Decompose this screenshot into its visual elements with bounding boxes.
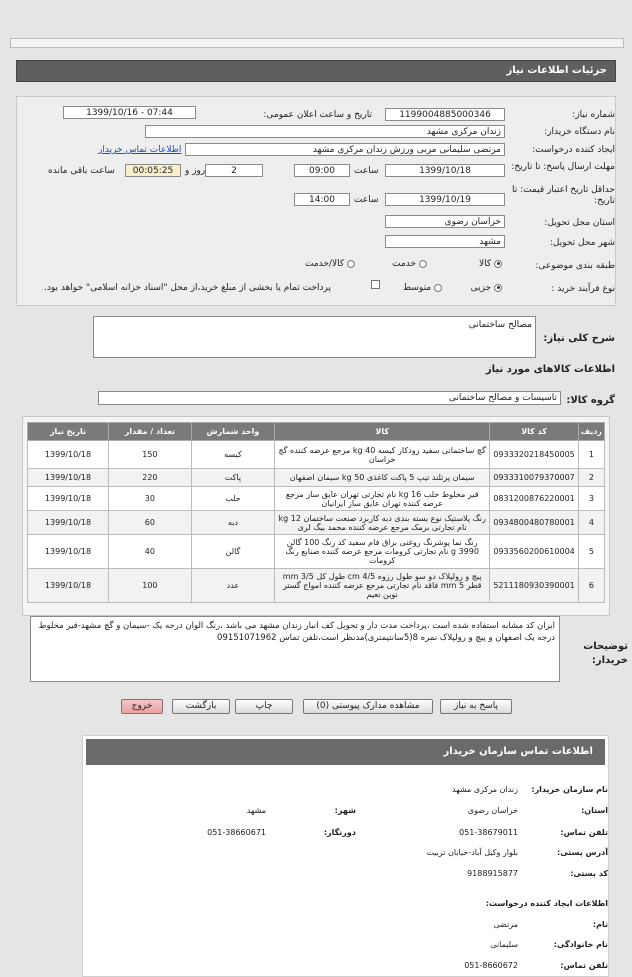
validity-label: حداقل تاریخ اعتبار قیمت: تا تاریخ:	[512, 185, 615, 206]
back-button[interactable]: بازگشت	[172, 699, 230, 714]
radio-service[interactable]: خدمت	[392, 259, 427, 269]
table-row[interactable]	[28, 469, 605, 487]
buyer-org-label: نام دستگاه خریدار:	[544, 127, 615, 137]
col-header-code[interactable]: کد کالا	[490, 423, 578, 441]
creator-field[interactable]: مرتضی سلیمانی مربی ورزش زندان مرکزی مشهد	[185, 143, 505, 156]
process-radio-group	[382, 283, 502, 295]
announce-field[interactable]: 1399/10/16 - 07:44	[63, 106, 196, 119]
reply-button[interactable]: پاسخ به نیاز	[440, 699, 512, 714]
col-header-row-number[interactable]: ردیف	[578, 423, 604, 441]
page-header	[16, 60, 616, 82]
cell-item: رنگ پلاستیک نوع بسته بندی دبه کاربرد صنعت ساختمان 12 kg نام تجارتی برمک مرجع عرضه کننده محمد بیگ لری	[275, 511, 490, 535]
validity-time-label: ساعت	[354, 195, 379, 205]
category-radio-group	[302, 259, 502, 271]
cell-qty: 40	[108, 535, 191, 569]
cell-date: 1399/10/18	[28, 441, 109, 469]
cell-row-number: 4	[578, 511, 604, 535]
treasury-payment-note: پرداخت تمام یا بخشی از مبلغ خرید،از محل "اسناد خزانه اسلامی" خواهد بود.	[44, 283, 332, 293]
cell-date: 1399/10/18	[28, 469, 109, 487]
cell-unit: دبه	[191, 511, 274, 535]
cell-date: 1399/10/18	[28, 535, 109, 569]
buyer-contact-link[interactable]: اطلاعات تماس خریدار	[98, 145, 182, 155]
page-title: جزئیات اطلاعات نیاز	[506, 65, 607, 76]
province-label: استان محل تحویل:	[544, 218, 615, 228]
validity-date-field[interactable]: 1399/10/19	[385, 193, 505, 206]
contact-card-title: اطلاعات تماس سازمان خریدار	[443, 746, 593, 757]
cell-qty: 150	[108, 441, 191, 469]
remaining-label: ساعت باقی مانده	[48, 166, 115, 176]
table-row[interactable]	[28, 535, 605, 569]
cell-item: رنگ نما پوشرنگ روغنی براق فام سفید کد رنگ 100 گالن 3990 g نام تجارتی کرومات مرجع عرضه کننده صنایع رنگ کرومات	[275, 535, 490, 569]
col-header-qty[interactable]: تعداد / مقدار	[108, 423, 191, 441]
top-strip	[10, 38, 624, 48]
table-header-row	[28, 423, 605, 441]
radio-goods-service[interactable]: کالا/خدمت	[305, 259, 355, 269]
remaining-field: 00:05:25	[125, 164, 181, 177]
items-table	[27, 422, 605, 603]
cell-row-number: 5	[578, 535, 604, 569]
announce-label: تاریخ و ساعت اعلان عمومی:	[263, 110, 372, 120]
contact-card-header	[86, 739, 605, 765]
radio-medium[interactable]: متوسط	[403, 283, 442, 293]
deadline-date-field[interactable]: 1399/10/18	[385, 164, 505, 177]
table-row[interactable]	[28, 487, 605, 511]
buyer-notes-label: توضیحات خریدار:	[583, 641, 628, 666]
cell-row-number: 6	[578, 569, 604, 603]
deadline-time-field[interactable]: 09:00	[294, 164, 350, 177]
process-label: نوع فرآیند خرید :	[551, 284, 615, 294]
validity-time-field[interactable]: 14:00	[294, 193, 350, 206]
cell-date: 1399/10/18	[28, 569, 109, 603]
creator-label: ایجاد کننده درخواست:	[532, 145, 615, 155]
table-row[interactable]	[28, 441, 605, 469]
group-label: گروه کالا:	[566, 395, 615, 406]
cell-unit: کیسه	[191, 441, 274, 469]
cell-code: 0934800480780001	[490, 511, 578, 535]
cell-row-number: 1	[578, 441, 604, 469]
items-table-wrap	[22, 416, 610, 616]
table-row[interactable]	[28, 569, 605, 603]
deadline-time-label: ساعت	[354, 166, 379, 176]
need-number-field[interactable]: 1199004885000346	[385, 108, 505, 121]
col-header-item[interactable]: کالا	[275, 423, 490, 441]
city-label: شهر محل تحویل:	[549, 238, 615, 248]
col-header-unit[interactable]: واحد شمارش	[191, 423, 274, 441]
city-field[interactable]: مشهد	[385, 235, 505, 248]
deadline-label: مهلت ارسال پاسخ: تا تاریخ:	[511, 162, 615, 172]
cell-code: 0933560200610004	[490, 535, 578, 569]
days-label: روز و	[185, 166, 206, 176]
cell-code: 0831200876220001	[490, 487, 578, 511]
treasury-payment-checkbox[interactable]	[371, 280, 380, 289]
col-header-date[interactable]: تاریخ نیاز	[28, 423, 109, 441]
group-field[interactable]: تاسیسات و مصالح ساختمانی	[98, 391, 561, 405]
cell-item: سیمان پرتلند تیپ 5 پاکت کاغذی 50 kg سیمان اصفهان	[275, 469, 490, 487]
cell-item: گچ ساختمانی سفید زودکار کیسه 40 kg مرجع عرضه کننده گچ خراسان	[275, 441, 490, 469]
radio-minor[interactable]: جزیی	[471, 283, 502, 293]
summary-label: شرح کلی نیاز:	[543, 333, 615, 344]
buyer-notes-textarea[interactable]: ایران کد مشابه استفاده شده است ،پرداخت مدت دار و تحویل کف انبار زندان مشهد می باشد ،رنگ الوان درجه یک -سیمان و گچ مشهد-قیر مخلوط درجه یک اصفهان و پیچ و رولپلاک نمره 8(5سانتیمتری)مدنظر است،تلفن تماس 09151071962	[30, 616, 560, 682]
summary-textarea[interactable]: مصالح ساختمانی	[93, 316, 536, 358]
cell-code: 5211180930390001	[490, 569, 578, 603]
days-field[interactable]: 2	[205, 164, 263, 177]
cell-row-number: 2	[578, 469, 604, 487]
exit-button[interactable]: خروج	[121, 699, 163, 714]
attachments-button[interactable]: مشاهده مدارک پیوستی (0)	[303, 699, 433, 714]
buyer-org-field[interactable]: زندان مرکزی مشهد	[145, 125, 505, 138]
cell-qty: 30	[108, 487, 191, 511]
cell-date: 1399/10/18	[28, 511, 109, 535]
table-row[interactable]	[28, 511, 605, 535]
need-number-label: شماره نیاز:	[572, 110, 615, 120]
goods-info-title: اطلاعات کالاهای مورد نیاز	[485, 364, 615, 375]
cell-qty: 60	[108, 511, 191, 535]
cell-item: پیچ و رولپلاک دو سو طول رزوه 4/5 cm طول کل 3/5 mm قطر 5 mm فاقد نام تجارتی مرجع عرضه کننده امواج گستر نوین نعیم	[275, 569, 490, 603]
province-field[interactable]: خراسان رضوی	[385, 215, 505, 228]
cell-qty: 100	[108, 569, 191, 603]
cell-unit: عدد	[191, 569, 274, 603]
cell-date: 1399/10/18	[28, 487, 109, 511]
cell-unit: حلب	[191, 487, 274, 511]
cell-unit: پاکت	[191, 469, 274, 487]
cell-code: 0933320218450005	[490, 441, 578, 469]
radio-goods[interactable]: کالا	[479, 259, 502, 269]
cell-code: 0933310079370007	[490, 469, 578, 487]
contact-card: اطلاعات تماس سازمان خریدار نام سازمان خریدار: زندان مرکزی مشهد استان: خراسان رضوی شهر: مشهد تلفن تماس: 051-38679011 دورنگار: 051-38660671 آدرس پستی: بلوار وکیل آباد-خیابان تربیت کد پستی: 9188915877 اطلاعات ایجاد کننده درخواست: نام: مرتضی نام خانوادگی: سلیمانی تلفن تماس: 051-8660672	[82, 735, 609, 977]
cell-item: قیر مخلوط حلب 16 kg نام تجارتی تهران عایق ساز مرجع عرضه کننده تهران عایق ساز ایرانیان	[275, 487, 490, 511]
cell-qty: 220	[108, 469, 191, 487]
cell-unit: گالن	[191, 535, 274, 569]
print-button[interactable]: چاپ	[235, 699, 293, 714]
category-label: طبقه بندی موضوعی:	[535, 261, 615, 271]
cell-row-number: 3	[578, 487, 604, 511]
